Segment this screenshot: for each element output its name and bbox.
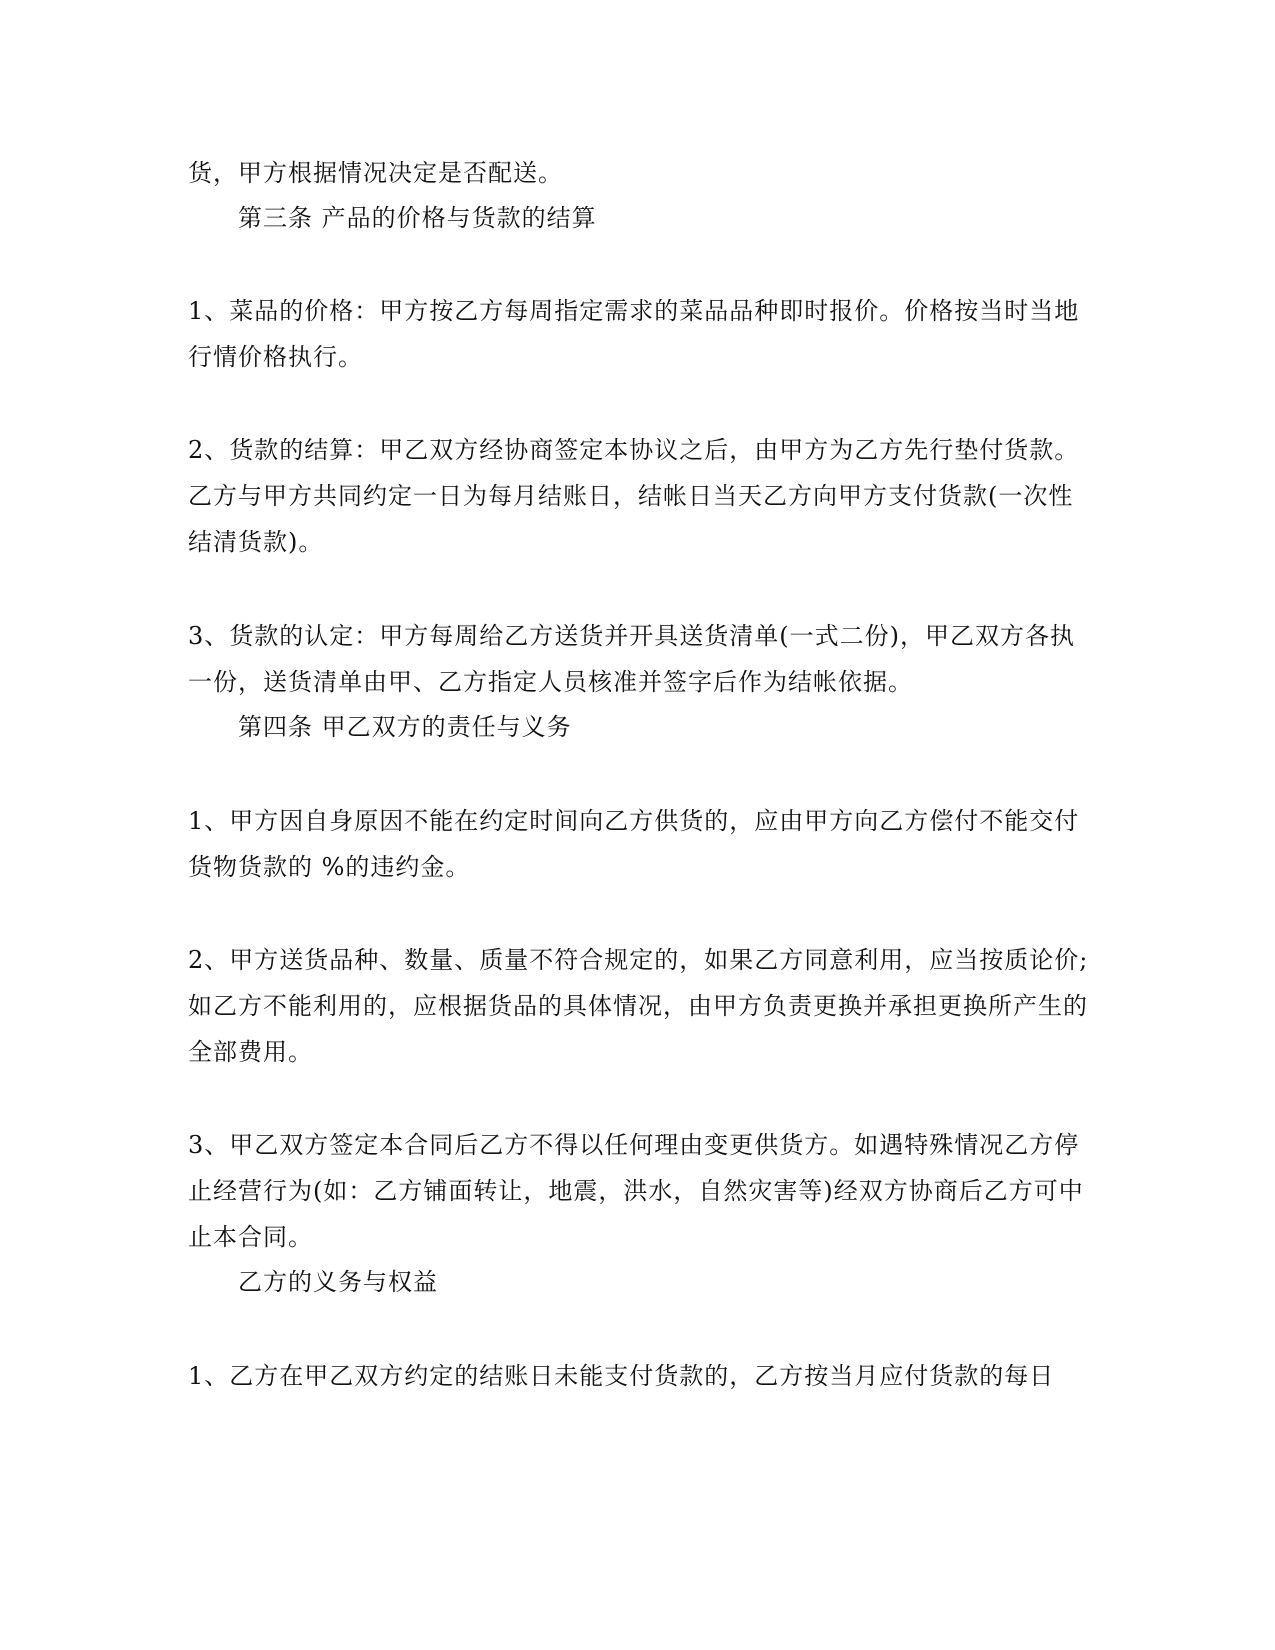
body-text-line: 止本合同。 (188, 1223, 313, 1251)
body-text-line: 止经营行为(如：乙方铺面转让，地震，洪水，自然灾害等)经双方协商后乙方可中 (188, 1177, 1084, 1205)
body-text-line: 2、货款的结算：甲乙双方经协商签定本协议之后，由甲方为乙方先行垫付货款。 (188, 436, 1080, 464)
body-text-line: 3、货款的认定：甲方每周给乙方送货并开具送货清单(一式二份)，甲乙双方各执 (188, 622, 1075, 650)
body-text-line: 结清货款)。 (188, 528, 324, 556)
body-text-line: 全部费用。 (188, 1038, 313, 1066)
body-text-line: 一份，送货清单由甲、乙方指定人员核准并签字后作为结帐依据。 (188, 668, 913, 696)
body-text-line: 乙方与甲方共同约定一日为每月结账日，结帐日当天乙方向甲方支付货款(一次性 (188, 482, 1074, 510)
body-text-line: 如乙方不能利用的，应根据货品的具体情况，由甲方负责更换并承担更换所产生的 (188, 992, 1088, 1020)
body-text-line: 3、甲乙双方签定本合同后乙方不得以任何理由变更供货方。如遇特殊情况乙方停 (188, 1131, 1080, 1159)
body-text-line: 1、菜品的价格：甲方按乙方每周指定需求的菜品品种即时报价。价格按当时当地 (188, 297, 1080, 325)
body-text-line: 货物货款的 %的违约金。 (188, 853, 471, 881)
section-heading: 第三条 产品的价格与货款的结算 (238, 204, 597, 232)
body-text-line: 2、甲方送货品种、数量、质量不符合规定的，如果乙方同意利用，应当按质论价; (188, 946, 1089, 974)
section-heading: 乙方的义务与权益 (238, 1268, 438, 1296)
body-text-line: 货，甲方根据情况决定是否配送。 (188, 159, 563, 187)
body-text-line: 1、乙方在甲乙双方约定的结账日未能支付货款的，乙方按当月应付货款的每日 (188, 1362, 1055, 1390)
body-text-line: 行情价格执行。 (188, 343, 363, 371)
body-text-line: 1、甲方因自身原因不能在约定时间向乙方供货的，应由甲方向乙方偿付不能交付 (188, 807, 1080, 835)
section-heading: 第四条 甲乙双方的责任与义务 (238, 713, 572, 741)
